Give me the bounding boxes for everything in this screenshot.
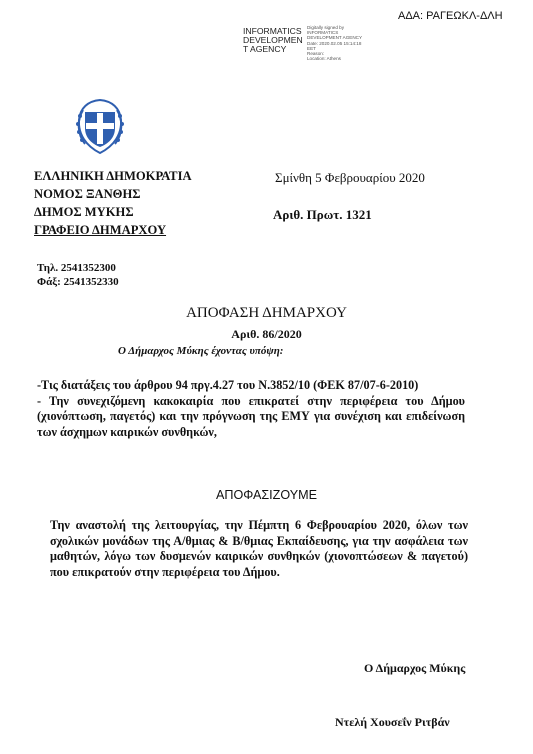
signature-agency xyxy=(243,27,303,54)
phone-number: Τηλ. 2541352300 xyxy=(37,262,116,274)
mayor-name: Ντελή Χουσεΐν Ριτβάν xyxy=(335,715,450,729)
protocol-number: Αριθ. Πρωτ. 1321 xyxy=(273,207,372,222)
document-date: Σμίνθη 5 Φεβρουαρίου 2020 xyxy=(275,170,425,185)
ada-code: ΑΔΑ: ΡΑΓΕΩΚΛ-ΔΛΗ xyxy=(398,10,503,22)
signature-agency-line: DEVELOPMEN xyxy=(243,35,303,45)
header-line-republic: ΕΛΛΗΝΙΚΗ ΔΗΜΟΚΡΑΤΙΑ xyxy=(34,169,192,183)
signature-details xyxy=(307,25,362,61)
considering-line: Ο Δήμαρχος Μύκης έχοντας υπόψη: xyxy=(118,345,284,357)
signature-detail-line: Location: Athens xyxy=(307,56,341,62)
decision-heading: ΑΠΟΦΑΣΙΖΟΥΜΕ xyxy=(215,488,318,502)
signature-detail-line: Digitally signed by xyxy=(307,25,345,30)
signature-detail-line: EET xyxy=(307,45,316,51)
fax-number: Φάξ: 2541352330 xyxy=(37,276,119,288)
consideration-weather: - Την συνεχιζόμενη κακοκαιρία που επικρατεί στην περιφέρεια του Δήμου (χιονόπτωση, παγετός) και την πρόγνωση της ΕΜΥ για συνέχιση και επιδείνωση των άσχημων καιρικών συνθηκών, xyxy=(37,393,465,439)
signature-detail-line: INFORMATICS xyxy=(307,30,339,36)
signature-agency-line: T AGENCY xyxy=(243,44,287,54)
signature-agency-line: INFORMATICS xyxy=(243,26,302,36)
greek-coat-of-arms-icon xyxy=(71,96,129,156)
considerations xyxy=(37,378,465,440)
header-line-office: ΓΡΑΦΕΙΟ ΔΗΜΑΡΧΟΥ xyxy=(34,223,167,237)
header-line-prefecture: ΝΟΜΟΣ ΞΑΝΘΗΣ xyxy=(34,187,141,201)
signature-detail-line: DEVELOPMENT AGENCY xyxy=(307,35,363,41)
closing-role: Ο Δήμαρχος Μύκης xyxy=(364,661,466,675)
decision-number: Αριθ. 86/2020 xyxy=(231,327,302,341)
signature-detail-line: Date: 2020.02.05 15:14:18 xyxy=(307,40,362,46)
decision-title: ΑΠΟΦΑΣΗ ΔΗΜΑΡΧΟΥ xyxy=(186,305,347,321)
consideration-law: -Τις διατάξεις του άρθρου 94 πργ.4.27 του Ν.3852/10 (ΦΕΚ 87/07-6-2010) xyxy=(37,378,419,392)
decision-text: Την αναστολή της λειτουργίας, την Πέμπτη 6 Φεβρουαρίου 2020, όλων των σχολικών μονάδων της Α/θμιας & Β/θμιας Εκπαίδευσης, για την ασφάλεια των μαθητών, λόγω των δυσμενών καιρικών συνθηκών (χιονοπτώσεων & παγετού) που επικρατούν στην περιφέρεια του Δήμου. xyxy=(50,518,468,579)
signature-detail-line: Reason: xyxy=(307,51,325,57)
header-line-municipality: ΔΗΜΟΣ ΜΥΚΗΣ xyxy=(34,205,134,219)
